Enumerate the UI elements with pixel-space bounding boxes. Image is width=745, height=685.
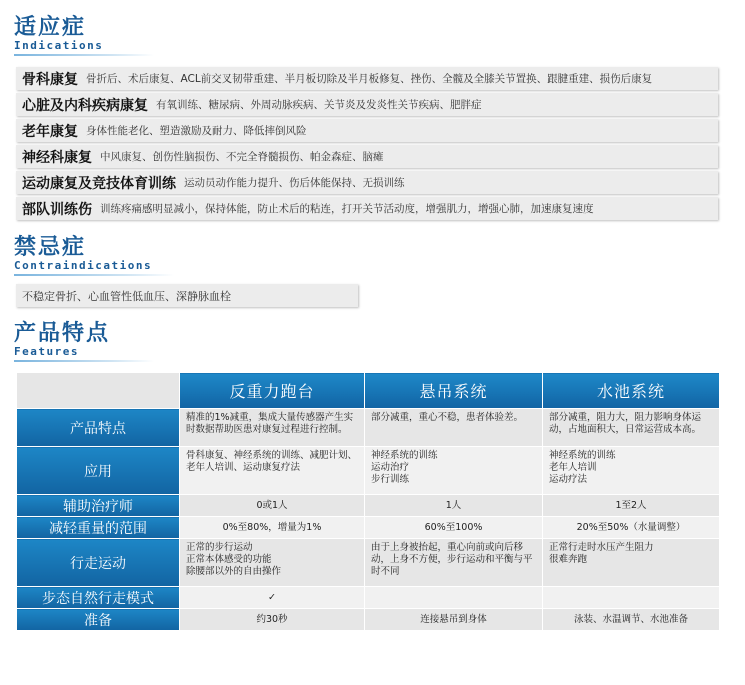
features-table [16,372,720,631]
table-cell [543,587,720,609]
column-header-antigravity-treadmill: 反重力跑台 [180,373,365,409]
table-cell: 1至2人 [543,495,720,517]
table-cell: 部分减重，阻力大，阻力影响身体运动，占地面积大，日常运营成本高。 [543,409,720,447]
table-cell: 神经系统的训练 老年人培训 运动疗法 [543,447,720,495]
table-cell: 神经系统的训练 运动治疗 步行训练 [365,447,543,495]
table-cell: 泳装、水温调节、水池准备 [543,609,720,631]
indication-category: 部队训练伤 [22,201,92,218]
indication-details: 骨折后、术后康复、ACL前交叉韧带重建、半月板切除及半月板修复、挫伤、全髋及全膝关节置换、跟腱重建、损伤后康复 [86,73,653,85]
features-heading [14,322,110,358]
features-table-row [17,517,720,539]
table-cell: 60%至100% [365,517,543,539]
table-cell [365,587,543,609]
indications-subtitle: Indications [14,39,104,52]
row-header: 减轻重量的范围 [17,517,180,539]
row-header: 应用 [17,447,180,495]
table-cell: ✓ [180,587,365,609]
indication-row [16,67,718,90]
table-cell: 精准的1%减重，集成大量传感器产生实时数据帮助医患对康复过程进行控制。 [180,409,365,447]
row-header: 步态自然行走模式 [17,587,180,609]
features-subtitle: Features [14,345,79,358]
contraindications-heading [14,236,152,272]
features-table-row [17,495,720,517]
indication-row [16,93,718,116]
table-cell: 20%至50%（水量调整） [543,517,720,539]
table-cell: 连接悬吊到身体 [365,609,543,631]
column-header-suspension-system: 悬吊系统 [365,373,543,409]
indication-details: 训练疼痛感明显减小，保持体能，防止术后的粘连，打开关节活动度，增强肌力，增强心肺，加速康复速度 [100,203,594,215]
indication-category: 心脏及内科疾病康复 [22,97,148,114]
row-header: 准备 [17,609,180,631]
indications-underline [14,54,154,56]
indication-category: 运动康复及竞技体育训练 [22,175,176,192]
indication-details: 身体性能老化、塑造激励及耐力、降低摔倒风险 [86,125,307,137]
column-header-pool-system: 水池系统 [543,373,720,409]
features-table-row [17,409,720,447]
indication-row [16,197,718,220]
contraindications-title: 禁忌症 [14,235,87,260]
indications-list [16,67,718,223]
indication-category: 老年康复 [22,123,78,140]
indication-row [16,145,718,168]
indication-category: 骨科康复 [22,71,78,88]
table-cell: 由于上身被抬起，重心向前或向后移动，上身不方便，步行运动和平衡与平时不同 [365,539,543,587]
indication-details: 运动员动作能力提升、伤后体能保持、无损训练 [184,177,405,189]
contraindications-box: 不稳定骨折、心血管性低血压、深静脉血栓 [16,284,358,307]
indications-heading [14,16,103,52]
features-table-row [17,587,720,609]
contraindications-subtitle: Contraindications [14,259,153,272]
features-table-row [17,539,720,587]
indications-title: 适应症 [14,15,87,40]
indication-category: 神经科康复 [22,149,92,166]
table-cell: 正常的步行运动 正常本体感受的功能 除腰部以外的自由操作 [180,539,365,587]
row-header: 产品特点 [17,409,180,447]
table-cell: 1人 [365,495,543,517]
indication-row [16,171,718,194]
indication-details: 有氧训练、糖尿病、外周动脉疾病、关节炎及发炎性关节疾病、肥胖症 [156,99,482,111]
table-cell: 骨科康复、神经系统的训练、减肥计划、老年人培训、运动康复疗法 [180,447,365,495]
table-cell: 0%至80%，增量为1% [180,517,365,539]
features-table-row [17,609,720,631]
table-cell: 约30秒 [180,609,365,631]
indication-details: 中风康复、创伤性脑损伤、不完全脊髓损伤、帕金森症、脑瘫 [100,151,384,163]
features-header-row [17,373,720,409]
features-underline [14,360,154,362]
indication-row [16,119,718,142]
table-cell: 0或1人 [180,495,365,517]
features-title: 产品特点 [14,321,111,346]
table-cell: 部分减重，重心不稳，患者体验差。 [365,409,543,447]
table-cell: 正常行走时水压产生阻力 很难奔跑 [543,539,720,587]
features-table-row [17,447,720,495]
row-header: 辅助治疗师 [17,495,180,517]
features-header-corner [17,373,180,409]
row-header: 行走运动 [17,539,180,587]
contraindications-underline [14,274,174,276]
